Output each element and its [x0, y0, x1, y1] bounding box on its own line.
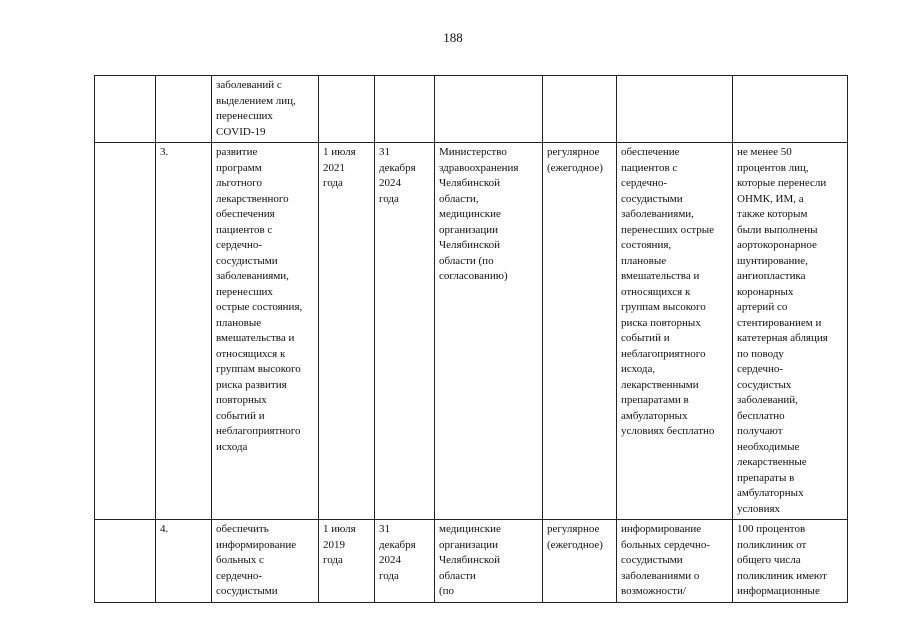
table-cell-result: информирование больных сердечно- сосудистыми заболеваниями о возможности/ — [617, 520, 733, 603]
measures-table — [94, 75, 848, 603]
table-row — [95, 143, 848, 520]
table-cell-event: заболеваний с выделением лиц, перенесших COVID-19 — [212, 76, 319, 143]
table-cell-start-date: 1 июля 2019 года — [319, 520, 375, 603]
table-row-continuation — [95, 76, 848, 143]
table-cell-periodicity: регулярное (ежегодное) — [543, 143, 617, 520]
table-cell-blank — [95, 520, 156, 603]
table-cell-end-date: 31 декабря 2024 года — [375, 520, 435, 603]
table-cell-indicator: не менее 50 процентов лиц, которые перенесли ОНМК, ИМ, а также которым были выполнены аортокоронарное шунтирование, ангиопластика коронарных артерий со стентированием и катетерная абляция по поводу сердечно- сосудистых заболеваний, бесплатно получают необходимые лекарственные препараты в амбулаторных условиях — [733, 143, 848, 520]
table-cell — [95, 76, 156, 143]
table-cell-periodicity: регулярное (ежегодное) — [543, 520, 617, 603]
table-cell — [375, 76, 435, 143]
table-cell-start-date: 1 июля 2021 года — [319, 143, 375, 520]
table-cell-indicator: 100 процентов поликлиник от общего числа поликлиник имеют информационные — [733, 520, 848, 603]
table-cell-number: 3. — [156, 143, 212, 520]
table-cell — [435, 76, 543, 143]
table-cell-end-date: 31 декабря 2024 года — [375, 143, 435, 520]
table-cell — [156, 76, 212, 143]
table-cell — [543, 76, 617, 143]
table-cell-event: обеспечить информирование больных с сердечно- сосудистыми — [212, 520, 319, 603]
table-cell-number: 4. — [156, 520, 212, 603]
table-cell-responsible: Министерство здравоохранения Челябинской области, медицинские организации Челябинской области (по согласованию) — [435, 143, 543, 520]
table-row — [95, 520, 848, 603]
table-cell-blank — [95, 143, 156, 520]
page-number: 188 — [443, 30, 463, 45]
table-cell-result: обеспечение пациентов с сердечно- сосудистыми заболеваниями, перенесших острые состояния, плановые вмешательства и относящихся к группам высокого риска повторных событий и неблагоприятного исхода, лекарственными препаратами в амбулаторных условиях бесплатно — [617, 143, 733, 520]
table-cell-event: развитие программ льготного лекарственного обеспечения пациентов с сердечно- сосудистыми заболеваниями, перенесших острые состояния, плановые вмешательства и относящихся к группам высокого риска развития повторных событий и неблагоприятного исхода — [212, 143, 319, 520]
table-cell — [733, 76, 848, 143]
table-cell-responsible: медицинские организации Челябинской области (по — [435, 520, 543, 603]
table-cell — [319, 76, 375, 143]
table-cell — [617, 76, 733, 143]
